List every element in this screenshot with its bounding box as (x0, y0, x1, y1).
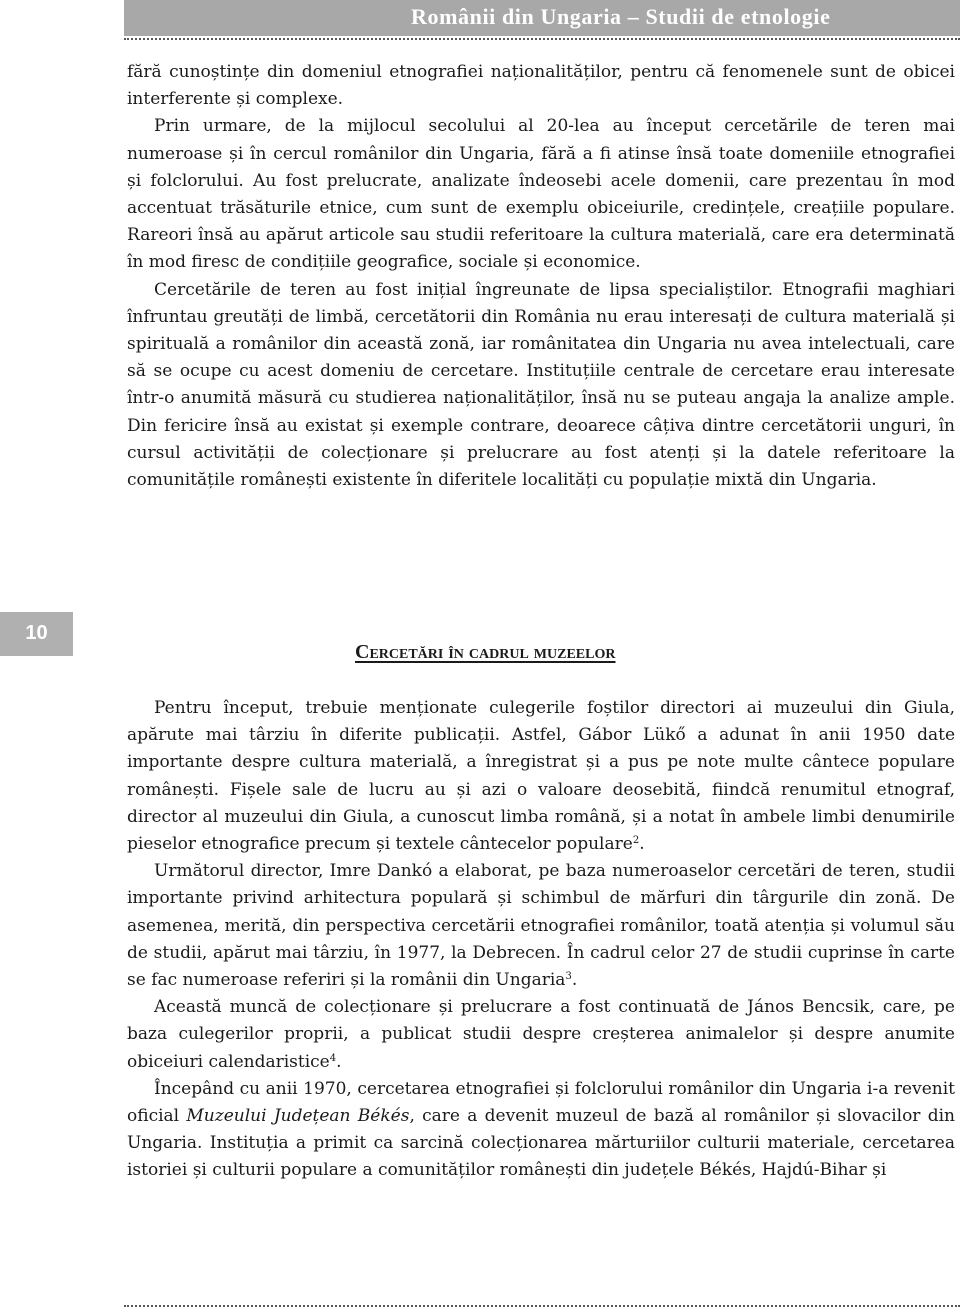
header-dotted-rule (124, 38, 960, 40)
page-number-box (0, 612, 73, 656)
paragraph-text: Următorul director, Imre Dankó a elaborat, pe baza numeroaselor cercetări de teren, studii importante privind arhitectura populară și schimbul de mărfuri din târgurile din zonă. De asemenea, merită, din perspectiva cercetării etnografiei românilor, toată atenția și volumul său de studii, apărut mai târziu, în 1977, la Debrecen. În cadrul celor 27 de studii cuprinse în carte se fac numeroase referiri și la românii din Ungaria (127, 861, 955, 991)
paragraph-end: . (639, 834, 645, 855)
paragraph-text: , care a devenit muzeul de bază al românilor și slovacilor din Ungaria. Instituția a primit ca sarcină colecționarea mărturiilor culturii materiale, cercetarea istoriei și culturii populare a comunităților românești din județele Békés, Hajdú-Bihar și (127, 1106, 955, 1181)
section-heading: Cercetări în cadrul muzeelor (355, 641, 616, 663)
paragraph-end: . (336, 1051, 342, 1072)
footnote-ref[interactable]: 3 (565, 971, 572, 983)
paragraph-text: Această muncă de colecționare și prelucrare a fost continuată de János Bencsik, care, pe baza culegerilor proprii, a publicat studii despre creșterea animalelor și despre anumite obiceiuri calendaristice (127, 997, 955, 1072)
paragraph (127, 858, 955, 994)
paragraph: Prin urmare, de la mijlocul secolului al 20-lea au început cercetările de teren mai numeroase și în cercul românilor din Ungaria, fără a fi atinse însă toate domeniile etnografiei și folclorului. Au fost prelucrate, analizate îndeosebi acele domenii, care prezentau în mod accentuat trăsăturile etnice, cum sunt de exemplu obiceiurile, credințele, creațiile populare. Rareori însă au apărut articole sau studii referitoare la cultura materială, care era determinată în mod firesc de condițiile geografice, sociale și economice. (127, 116, 955, 273)
museum-name: Muzeului Județean Békés (186, 1106, 410, 1127)
body-text-top (127, 59, 955, 494)
running-header-title: Românii din Ungaria – Studii de etnologie (411, 4, 831, 29)
paragraph (127, 1076, 955, 1185)
paragraph (127, 994, 955, 1076)
footnote-ref[interactable]: 2 (632, 835, 640, 847)
footnote-ref[interactable]: 4 (329, 1052, 337, 1064)
paragraph-end: . (571, 970, 578, 991)
body-text-bottom (127, 695, 955, 1185)
paragraph-text: Pentru început, trebuie menționate culegerile foștilor directori ai muzeului din Giula, apărute mai târziu în diferite publicații. Astfel, Gábor Lükő a adunat în anii 1950 date importante despre cultura materială, a înregistrat și a pus pe note multe cântece populare românești. Fișele sale de lucru au și azi o valoare deosebită, fiindcă renumitul etnograf, director al muzeului din Giula, a cunoscut limba română, și a notat în ambele limbi denumirile pieselor etnografice precum și textele cântecelor populare (127, 698, 955, 855)
running-header (124, 0, 960, 36)
paragraph: fără cunoștințe din domeniul etnografiei naționalităților, pentru că fenomenele sunt de obicei interferente și complexe. (127, 62, 955, 110)
footer-dotted-rule (124, 1305, 960, 1307)
paragraph: Cercetările de teren au fost inițial îngreunate de lipsa specialiștilor. Etnografii maghiari înfruntau greutăți de limbă, cercetătorii din România nu erau interesați de cultura materială și spirituală a românilor din această zonă, iar românitatea din Ungaria nu avea intelectuali, care să se ocupe cu acest domeniu de cercetare. Instituțiile centrale de cercetare erau interesate într-o anumită măsură cu studierea naționalităților, însă nu se puteau angaja la analize ample. Din fericire însă au existat și exemple contrare, deoarece câțiva dintre cercetătorii unguri, în cursul activității de colecționare și prelucrare au fost atenți și la datele referitoare la comunitățile românești existente în diferitele localități cu populație mixtă din Ungaria. (127, 279, 955, 491)
paragraph (127, 695, 955, 858)
page-number: 10 (25, 622, 48, 644)
paragraph-text: Începând cu anii 1970, cercetarea etnografiei și folclorului românilor din Ungaria i-a revenit oficial (127, 1078, 955, 1127)
